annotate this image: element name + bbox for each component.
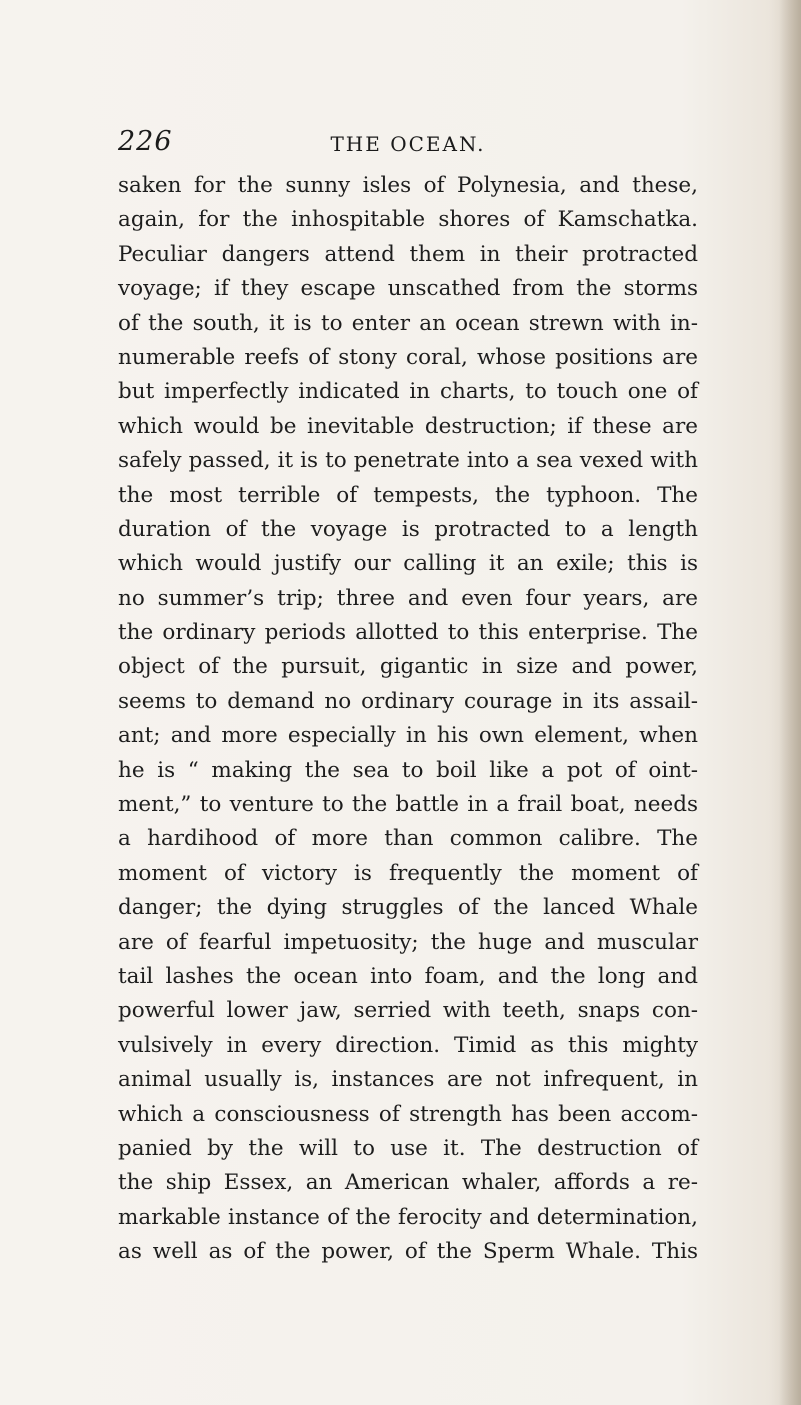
text-line: again, for the inhospitable shores of Kamschatka.: [118, 207, 698, 233]
text-line: he is “ making the sea to boil like a pot of oint-: [118, 757, 698, 783]
text-line: seems to demand no ordinary courage in its assail-: [118, 688, 698, 714]
text-line: animal usually is, instances are not infrequent, in: [118, 1067, 698, 1093]
text-line: but imperfectly indicated in charts, to touch one of: [118, 379, 698, 405]
text-line: ant; and more especially in his own element, when: [118, 723, 698, 749]
page-number: 226: [118, 126, 173, 157]
text-line: are of fearful impetuosity; the huge and muscular: [118, 929, 698, 955]
text-line: a hardihood of more than common calibre. The: [118, 826, 698, 852]
text-line: which a consciousness of strength has been accom-: [118, 1101, 698, 1127]
text-line: no summer’s trip; three and even four years, are: [118, 585, 698, 611]
running-head: THE OCEAN.: [330, 132, 486, 156]
text-line: as well as of the power, of the Sperm Whale. This: [118, 1239, 698, 1265]
text-line: saken for the sunny isles of Polynesia, and these,: [118, 173, 698, 198]
text-line: the ordinary periods allotted to this enterprise. The: [118, 620, 698, 646]
text-line: panied by the will to use it. The destruction of: [118, 1135, 698, 1161]
page-edge-shadow: [779, 0, 801, 1405]
text-line: tail lashes the ocean into foam, and the long and: [118, 963, 698, 989]
text-line: object of the pursuit, gigantic in size and power,: [118, 654, 698, 680]
page-header: [118, 126, 698, 158]
text-line: safely passed, it is to penetrate into a sea vexed with: [118, 448, 698, 474]
text-line: numerable reefs of stony coral, whose positions are: [118, 344, 698, 370]
text-line: markable instance of the ferocity and determination,: [118, 1204, 698, 1230]
text-line: ment,” to venture to the battle in a frail boat, needs: [118, 792, 698, 818]
text-line: which would be inevitable destruction; if these are: [118, 413, 698, 439]
text-line: vulsively in every direction. Timid as this mighty: [118, 1032, 698, 1058]
text-line: the ship Essex, an American whaler, affords a re-: [118, 1170, 698, 1196]
text-line: powerful lower jaw, serried with teeth, snaps con-: [118, 998, 698, 1024]
text-line: moment of victory is frequently the moment of: [118, 860, 698, 886]
text-line: danger; the dying struggles of the lanced Whale: [118, 895, 698, 921]
text-line: the most terrible of tempests, the typhoon. The: [118, 482, 698, 508]
text-line: voyage; if they escape unscathed from the storms: [118, 276, 698, 302]
body-text: [118, 169, 698, 1270]
text-line: duration of the voyage is protracted to a length: [118, 516, 698, 542]
text-line: which would justify our calling it an exile; this is: [118, 551, 698, 577]
text-line: of the south, it is to enter an ocean strewn with in-: [118, 310, 698, 336]
text-line: Peculiar dangers attend them in their protracted: [118, 241, 698, 267]
